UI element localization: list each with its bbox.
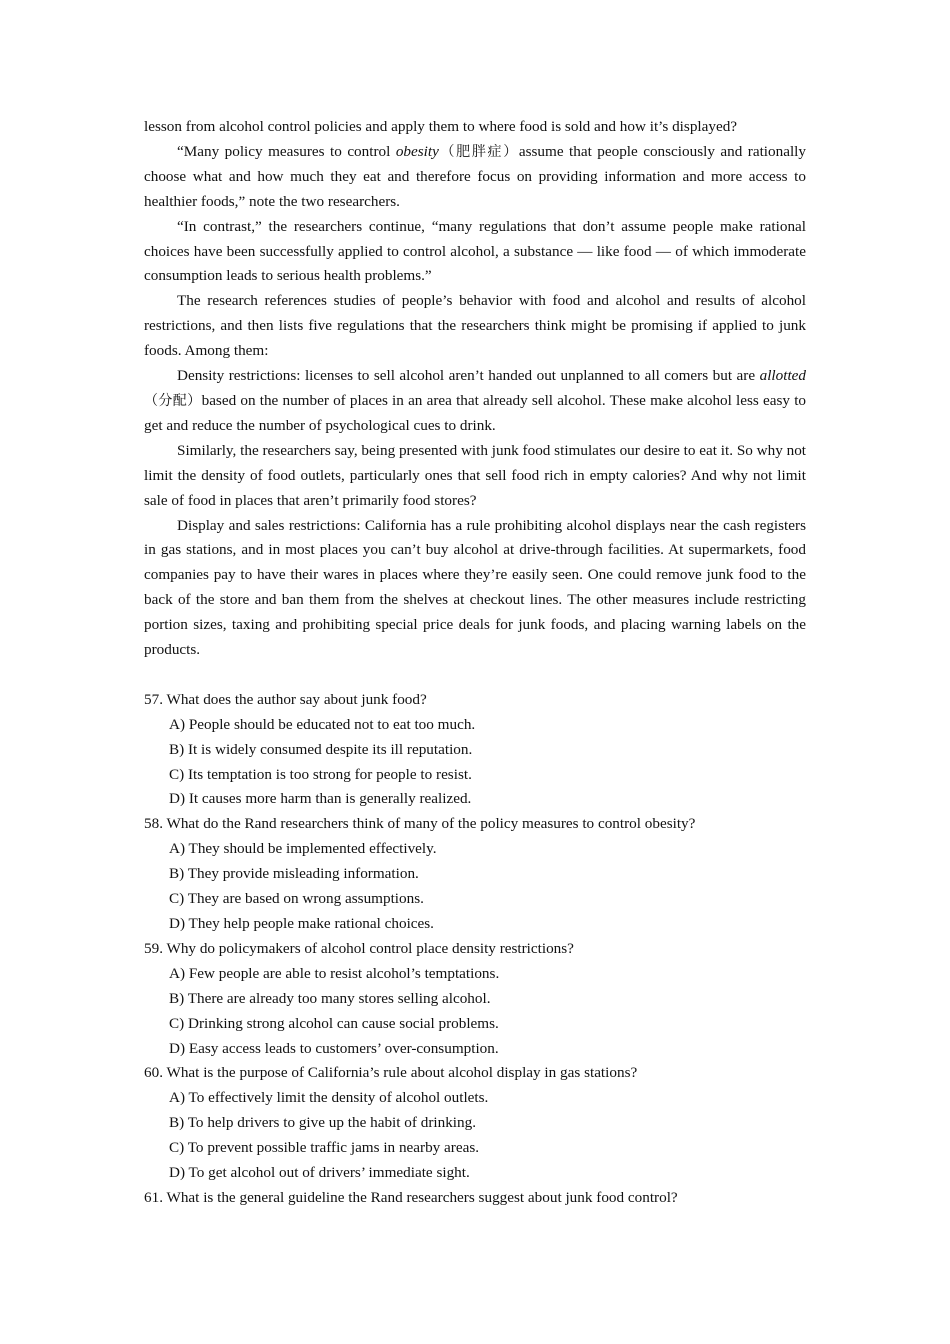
answer-option: A) They should be implemented effectively. (169, 840, 437, 858)
question-stem: 60. What is the purpose of California’s rule about alcohol display in gas stations? (144, 1064, 638, 1082)
question-61 (144, 1186, 806, 1211)
vocabulary-term: obesity (395, 142, 439, 160)
answer-option: B) There are already too many stores selling alcohol. (169, 989, 491, 1007)
answer-option: D) It causes more harm than is generally realized. (169, 790, 472, 808)
answer-option: D) To get alcohol out of drivers’ immediate sight. (169, 1164, 470, 1182)
question-60 (144, 1061, 806, 1186)
answer-option: B) They provide misleading information. (169, 865, 419, 883)
passage-paragraph: Display and sales restrictions: California has a rule prohibiting alcohol displays near the cash registers in gas stations, and in most places you can’t buy alcohol at drive-through facilities. At supermarkets, food companies pay to have their wares in places where they’re easily seen. One could remove junk food to the back of the store and ban them from the shelves at checkout lines. The other measures include restricting portion sizes, taxing and prohibiting special price deals for junk foods, and placing warning labels on the products. (144, 516, 806, 659)
section-gap (144, 663, 806, 688)
answer-option: A) To effectively limit the density of alcohol outlets. (169, 1089, 489, 1107)
answer-option: C) They are based on wrong assumptions. (169, 890, 424, 908)
vocabulary-term: allotted (759, 367, 806, 385)
answer-option: D) Easy access leads to customers’ over-consumption. (169, 1039, 499, 1057)
answer-option: A) People should be educated not to eat too much. (169, 715, 476, 733)
passage-paragraph: The research references studies of people’s behavior with food and alcohol and results of alcohol restrictions, and then lists five regulations that the researchers think might be promising if applied to junk foods. Among them: (144, 292, 806, 360)
question-stem: 59. Why do policymakers of alcohol control place density restrictions? (144, 939, 574, 957)
passage-paragraph: “In contrast,” the researchers continue, “many regulations that don’t assume people make rational choices have been successfully applied to control alcohol, a substance — like food — of which immoderate consumption leads to serious health problems.” (144, 217, 806, 285)
chinese-gloss: （分配） (144, 392, 202, 409)
passage-paragraph: Density restrictions: licenses to sell alcohol aren’t handed out unplanned to all comers but are allotted（分配）based on the number of places in an area that already sell alcohol. These make alcohol less easy to get and reduce the number of psychological cues to drink. (144, 367, 807, 434)
answer-option: A) Few people are able to resist alcohol’s temptations. (169, 964, 500, 982)
passage-paragraph: “Many policy measures to control obesity（肥胖症）assume that people consciously and rationally choose what and how much they eat and therefore focus on providing information and more access to healthier foods,” note the two researchers. (144, 142, 806, 210)
answer-option: D) They help people make rational choices. (169, 914, 434, 932)
question-stem: 58. What do the Rand researchers think of many of the policy measures to control obesity? (144, 815, 696, 833)
chinese-gloss: （肥胖症） (438, 143, 519, 160)
passage-paragraph: Similarly, the researchers say, being presented with junk food stimulates our desire to eat it. So why not limit the density of food outlets, particularly ones that sell food rich in empty calories? And why not limit sale of food in places that aren’t primarily food stores? (144, 441, 807, 509)
question-59 (144, 937, 806, 1062)
passage-paragraph: lesson from alcohol control policies and apply them to where food is sold and how it’s displayed? (144, 118, 738, 135)
question-stem: 57. What does the author say about junk food? (144, 690, 427, 708)
question-57 (144, 688, 806, 813)
answer-option: C) Drinking strong alcohol can cause social problems. (169, 1014, 499, 1032)
answer-option: C) To prevent possible traffic jams in nearby areas. (169, 1139, 480, 1157)
answer-option: C) Its temptation is too strong for people to resist. (169, 765, 472, 783)
answer-option: B) To help drivers to give up the habit of drinking. (169, 1114, 476, 1132)
question-58 (144, 812, 806, 937)
answer-option: B) It is widely consumed despite its ill reputation. (169, 740, 473, 758)
document-page (144, 115, 806, 1211)
question-stem: 61. What is the general guideline the Rand researchers suggest about junk food control? (144, 1188, 678, 1206)
